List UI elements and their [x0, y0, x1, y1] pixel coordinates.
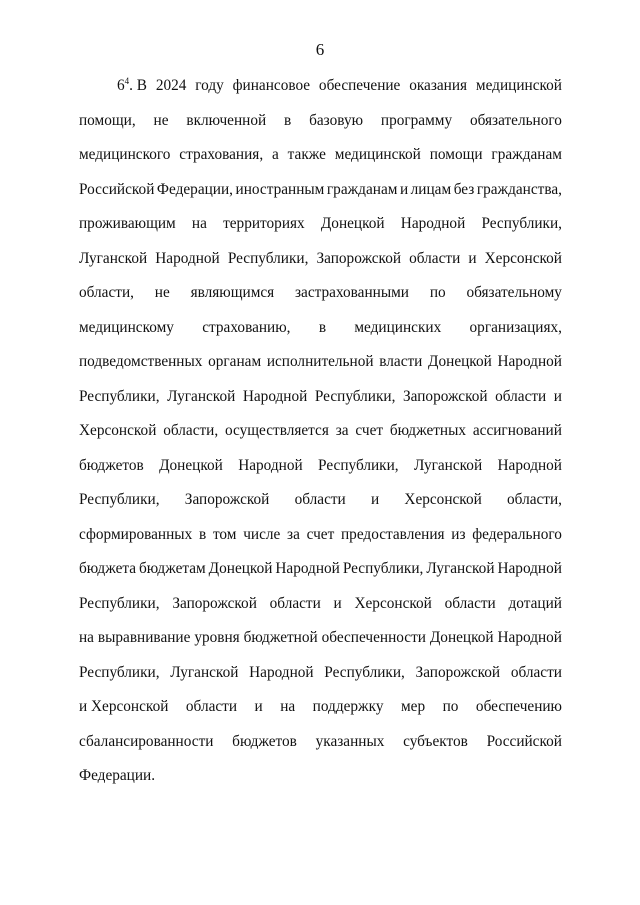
word: предоставления — [341, 525, 445, 543]
word: застрахованными — [295, 284, 409, 301]
word: по — [429, 284, 446, 301]
word: сформированных — [79, 525, 193, 543]
word: бюджетов — [232, 732, 297, 750]
text-line — [79, 730, 562, 765]
text-line — [79, 178, 562, 213]
word: бюджетной — [243, 629, 318, 646]
word: ассигнований — [472, 422, 562, 439]
word: дотаций — [508, 594, 562, 612]
word: Луганской — [413, 456, 483, 474]
word: области, — [163, 422, 219, 439]
word: не — [154, 284, 170, 301]
word: и — [468, 249, 477, 267]
text-line — [79, 143, 562, 178]
word: Республики, — [481, 215, 562, 232]
word: бюджетных — [389, 422, 467, 439]
word: медицинскому — [79, 318, 174, 336]
word: области — [409, 249, 461, 267]
word: и — [553, 387, 562, 405]
word: и Херсонской — [79, 698, 169, 715]
word: Херсонской — [484, 249, 562, 267]
word: уровня — [194, 629, 240, 646]
text-line — [79, 592, 562, 627]
text-line — [79, 109, 562, 144]
word: Народной — [238, 456, 303, 474]
word: также — [287, 146, 326, 163]
word: медицинской — [475, 77, 562, 94]
word: Народной — [249, 663, 314, 681]
word: Народной — [242, 387, 308, 405]
word: Республики, — [79, 491, 160, 508]
text-line — [79, 764, 562, 799]
word: Донецкой — [428, 353, 492, 370]
word: и — [370, 491, 380, 508]
word: Федерации, — [156, 180, 233, 198]
word: Донецкой — [159, 456, 223, 474]
word: гражданам — [491, 146, 562, 163]
word: Республики, — [318, 456, 399, 474]
word: без — [453, 180, 475, 198]
word-text: . В — [129, 77, 148, 94]
word: Российской — [79, 180, 155, 198]
word: Донецкой — [208, 560, 273, 577]
word: помощи — [429, 146, 483, 163]
word: обеспечению — [475, 698, 562, 715]
word: числе — [243, 525, 281, 543]
word: из — [451, 525, 466, 543]
word: обеспечение — [318, 77, 401, 94]
word: счет — [306, 525, 335, 543]
word: области — [269, 594, 321, 612]
word: бюджетам — [139, 560, 206, 577]
word: на — [191, 215, 207, 232]
word: выравнивание — [97, 629, 191, 646]
word: включенной — [186, 111, 267, 129]
word: Запорожской — [316, 249, 402, 267]
word: программу — [380, 111, 453, 129]
word: Запорожской — [184, 491, 270, 508]
word: Донецкой — [429, 629, 494, 646]
word: счет — [355, 422, 384, 439]
word: в — [318, 318, 327, 336]
word: проживающим — [79, 215, 176, 232]
word: в — [284, 111, 292, 129]
word: страхованию, — [202, 318, 291, 336]
text-line — [79, 350, 562, 385]
word: за — [287, 525, 300, 543]
word: финансовое — [232, 77, 311, 94]
word: лицам — [410, 180, 452, 198]
word: власти — [379, 353, 423, 370]
paragraph-6-4 — [79, 74, 562, 799]
word: Республики, — [79, 663, 160, 681]
word: субъектов — [403, 732, 468, 750]
word: органам — [208, 353, 262, 370]
word: медицинских — [354, 318, 442, 336]
word: медицинской — [334, 146, 421, 163]
word: медицинского — [79, 146, 171, 163]
word: году — [195, 77, 224, 94]
word: за — [335, 422, 349, 439]
word: области — [444, 594, 496, 612]
word: Народной — [497, 629, 562, 646]
text-line — [79, 419, 562, 454]
text-line — [79, 385, 562, 420]
word: бюджета — [79, 560, 137, 577]
text-line — [79, 488, 562, 523]
word: иностранным — [235, 180, 325, 198]
word: базовую — [309, 111, 364, 129]
text-line — [79, 316, 562, 351]
word — [117, 74, 147, 109]
paragraph-number: 6 — [117, 77, 125, 94]
word: Запорожской — [172, 594, 257, 612]
word: области — [185, 698, 238, 715]
word: подведомственных — [79, 353, 203, 370]
word: Херсонской — [404, 491, 482, 508]
word: исполнительной — [266, 353, 374, 370]
word: федерального — [472, 525, 562, 543]
word: сбалансированности — [79, 732, 214, 750]
word: Российской — [486, 732, 562, 750]
word: указанных — [315, 732, 385, 750]
word: области, — [79, 284, 134, 301]
word: и — [399, 180, 409, 198]
text-line — [79, 74, 562, 109]
word: на — [280, 698, 296, 715]
word: Республики, — [79, 387, 160, 405]
word: мер — [400, 698, 426, 715]
word: том — [212, 525, 237, 543]
word: Федерации. — [79, 767, 156, 784]
word: являющимся — [190, 284, 275, 301]
word: на — [79, 629, 94, 646]
word: Народной — [497, 560, 562, 577]
text-line — [79, 695, 562, 730]
word: территориях — [223, 215, 305, 232]
text-line — [79, 212, 562, 247]
word: области, — [507, 491, 562, 508]
word: осуществляется — [225, 422, 329, 439]
word: не — [153, 111, 169, 129]
text-line — [79, 626, 562, 661]
word: по — [442, 698, 459, 715]
word: области — [495, 387, 547, 405]
text-line — [79, 557, 562, 592]
word: области — [294, 491, 346, 508]
word: Республики, — [314, 387, 396, 405]
word: Республики, — [324, 663, 405, 681]
word: Республики, — [79, 594, 160, 612]
word: Донецкой — [320, 215, 385, 232]
word: обеспеченности — [321, 629, 426, 646]
word: Луганской — [79, 249, 148, 267]
word: в — [198, 525, 207, 543]
paragraph-number-superscript: 4 — [124, 76, 130, 86]
text-line — [79, 281, 562, 316]
text-line — [79, 454, 562, 489]
word: Луганской — [426, 560, 495, 577]
word: Запорожской — [415, 663, 501, 681]
word: обязательного — [469, 111, 562, 129]
word: помощи, — [79, 111, 136, 129]
word: оказания — [409, 77, 468, 94]
word: Народной — [155, 249, 220, 267]
word: Запорожской — [402, 387, 488, 405]
word: организациях, — [469, 318, 562, 336]
text-line — [79, 661, 562, 696]
word: Херсонской — [79, 422, 157, 439]
word: а — [272, 146, 279, 163]
word: Народной — [275, 560, 340, 577]
word: области — [510, 663, 562, 681]
word: гражданства, — [476, 180, 562, 198]
word: бюджетов — [79, 456, 144, 474]
page-number: 6 — [315, 40, 325, 59]
word: поддержку — [312, 698, 384, 715]
word: гражданам — [326, 180, 398, 198]
word: и — [254, 698, 263, 715]
word: Республики, — [227, 249, 309, 267]
word: Республики, — [342, 560, 424, 577]
word: 2024 — [155, 77, 187, 94]
word: Херсонской — [354, 594, 432, 612]
text-line — [79, 247, 562, 282]
word: Народной — [497, 353, 562, 370]
word: обязательному — [466, 284, 562, 301]
word: Луганской — [170, 663, 239, 681]
word: Народной — [400, 215, 466, 232]
word: Народной — [497, 456, 562, 474]
word: Луганской — [167, 387, 236, 405]
word: и — [333, 594, 342, 612]
word: страхования, — [179, 146, 264, 163]
text-line — [79, 523, 562, 558]
